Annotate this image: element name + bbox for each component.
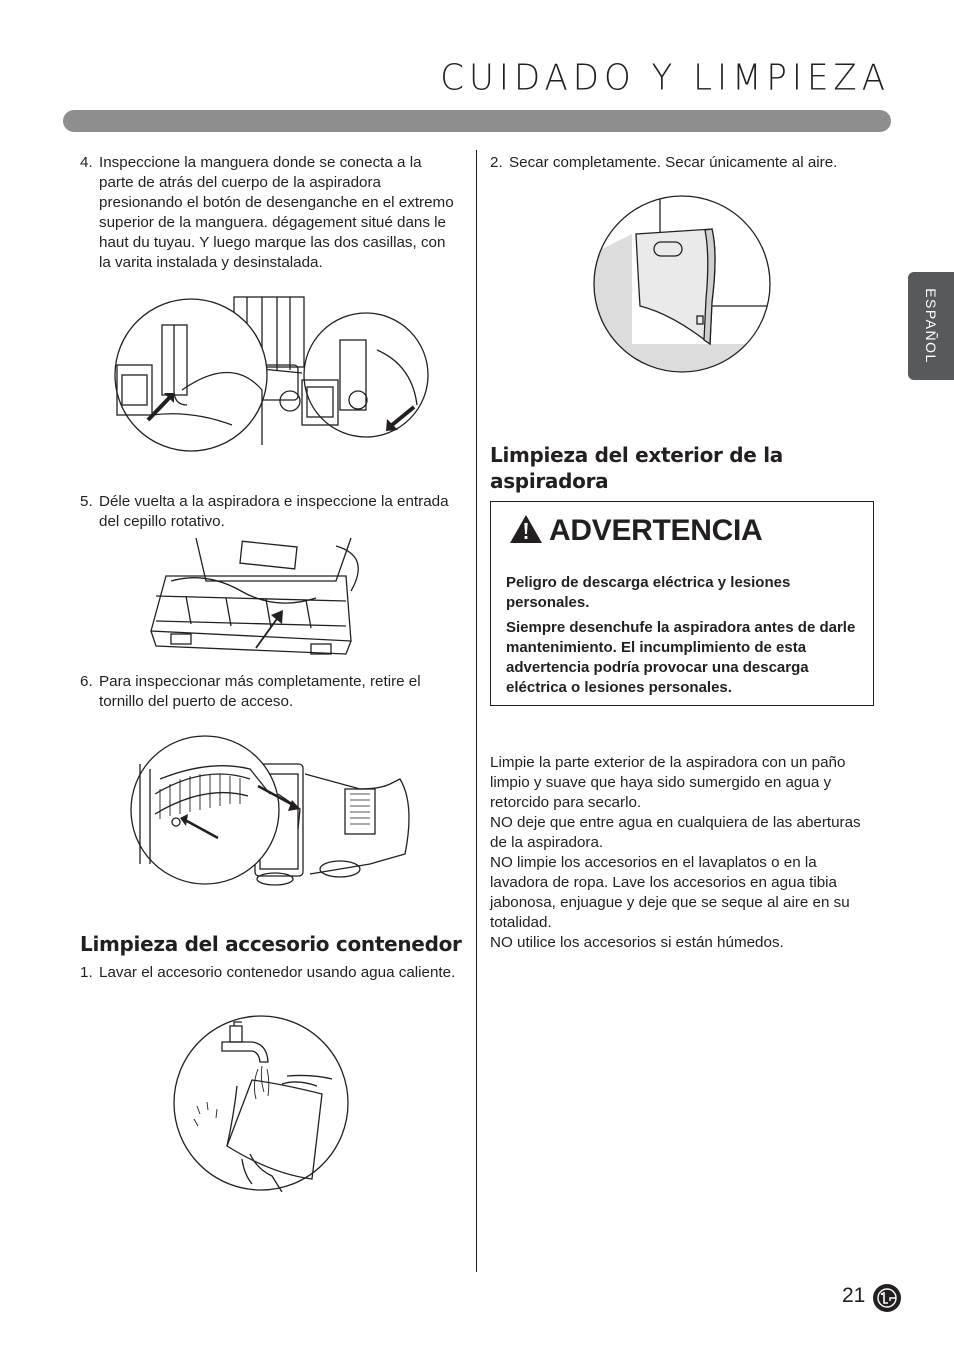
step-5-number: 5. bbox=[80, 493, 93, 510]
step-1 bbox=[80, 963, 460, 983]
title-bar bbox=[63, 110, 891, 132]
step-5-text: Déle vuelta a la aspiradora e inspeccione la entrada del cepillo rotativo. bbox=[99, 493, 449, 530]
step-6-text: Para inspeccionar más completamente, retire el tornillo del puerto de acceso. bbox=[99, 673, 421, 710]
access-port-figure bbox=[130, 734, 412, 886]
step-4-number: 4. bbox=[80, 154, 93, 171]
step-1-number: 1. bbox=[80, 964, 93, 981]
warning-box bbox=[490, 501, 874, 706]
language-tab-label: ESPAÑOL bbox=[923, 288, 939, 364]
exterior-body-p1: Limpie la parte exterior de la aspiradora con un paño limpio y suave que haya sido sumergido en agua y retorcido para secarlo. bbox=[490, 754, 846, 811]
step-2-text: Secar completamente. Secar únicamente al aire. bbox=[509, 154, 838, 171]
step-6 bbox=[80, 672, 460, 712]
exterior-body bbox=[490, 753, 874, 953]
warning-triangle-icon bbox=[509, 514, 543, 544]
warning-line-1: Peligro de descarga eléctrica y lesiones personales. bbox=[506, 574, 791, 611]
brush-inlet-figure bbox=[146, 536, 368, 662]
exterior-body-p4: NO utilice los accesorios si están húmedos. bbox=[490, 934, 784, 951]
exterior-body-p2: NO deje que entre agua en cualquiera de las aberturas de la aspiradora. bbox=[490, 814, 861, 851]
drying-figure bbox=[592, 194, 772, 374]
language-tab bbox=[908, 272, 954, 380]
hose-inspection-figure bbox=[112, 295, 430, 455]
page-number: 21 bbox=[842, 1284, 866, 1307]
warning-title: ADVERTENCIA bbox=[549, 514, 763, 547]
page-title: CUIDADO Y LIMPIEZA bbox=[440, 57, 890, 99]
step-5 bbox=[80, 492, 460, 532]
exterior-body-p3: NO limpie los accesorios en el lavaplatos o en la lavadora de ropa. Lave los accesorios en agua tibia jabonosa, enjuague y deje que se seque al aire en su totalidad. bbox=[490, 854, 850, 931]
step-2 bbox=[490, 153, 870, 173]
step-1-text: Lavar el accesorio contenedor usando agua caliente. bbox=[99, 964, 456, 981]
washing-figure bbox=[172, 1014, 350, 1192]
lg-logo bbox=[872, 1283, 902, 1313]
step-4-text: Inspeccione la manguera donde se conecta a la parte de atrás del cuerpo de la aspiradora presionando el botón de desenganche en el extremo superior de la manguera. dégagement situé dans le haut du tuyau. Y luego marque las dos casillas, con la varita instalada y desinstalada. bbox=[99, 154, 454, 271]
heading-container-cleaning: Limpieza del accesorio contenedor bbox=[80, 932, 462, 956]
step-4 bbox=[80, 153, 460, 273]
step-2-number: 2. bbox=[490, 154, 503, 171]
column-divider bbox=[476, 150, 477, 1272]
warning-line-2: Siempre desenchufe la aspiradora antes de darle mantenimiento. El incumplimiento de esta advertencia podría provocar una descarga eléctrica o lesiones personales. bbox=[506, 619, 856, 696]
step-6-number: 6. bbox=[80, 673, 93, 690]
heading-exterior-cleaning: Limpieza del exterior de la aspiradora bbox=[490, 443, 783, 493]
